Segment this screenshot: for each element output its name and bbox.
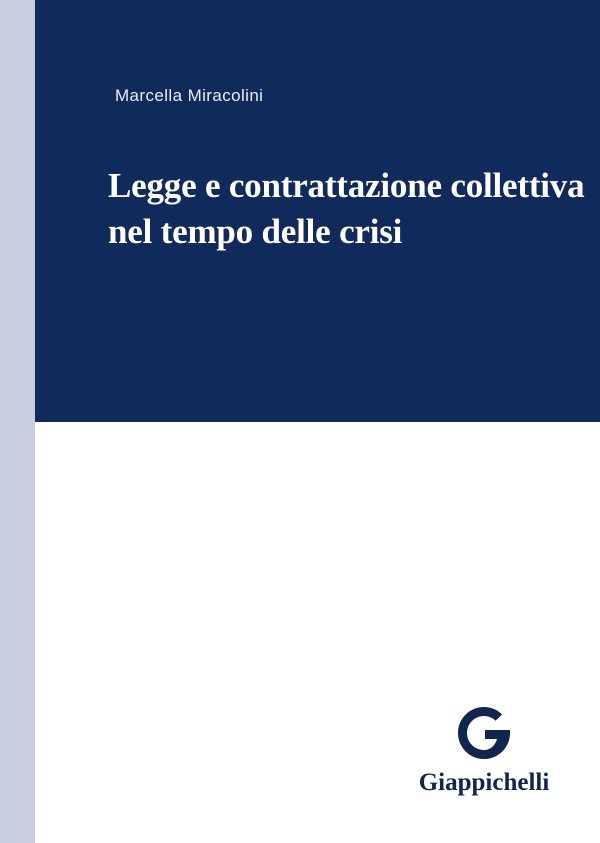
publisher-name: Giappichelli xyxy=(418,769,550,796)
author-name: Marcella Miracolini xyxy=(115,86,264,105)
cover-title-panel xyxy=(35,0,600,422)
publisher-block xyxy=(394,706,574,795)
book-title xyxy=(108,163,600,255)
giappichelli-g-logo-icon xyxy=(457,706,511,760)
book-title-line-1: Legge e contrattazione collettiva xyxy=(108,166,585,205)
cover-spine-strip xyxy=(0,0,35,843)
book-title-line-2: nel tempo delle crisi xyxy=(108,212,403,252)
